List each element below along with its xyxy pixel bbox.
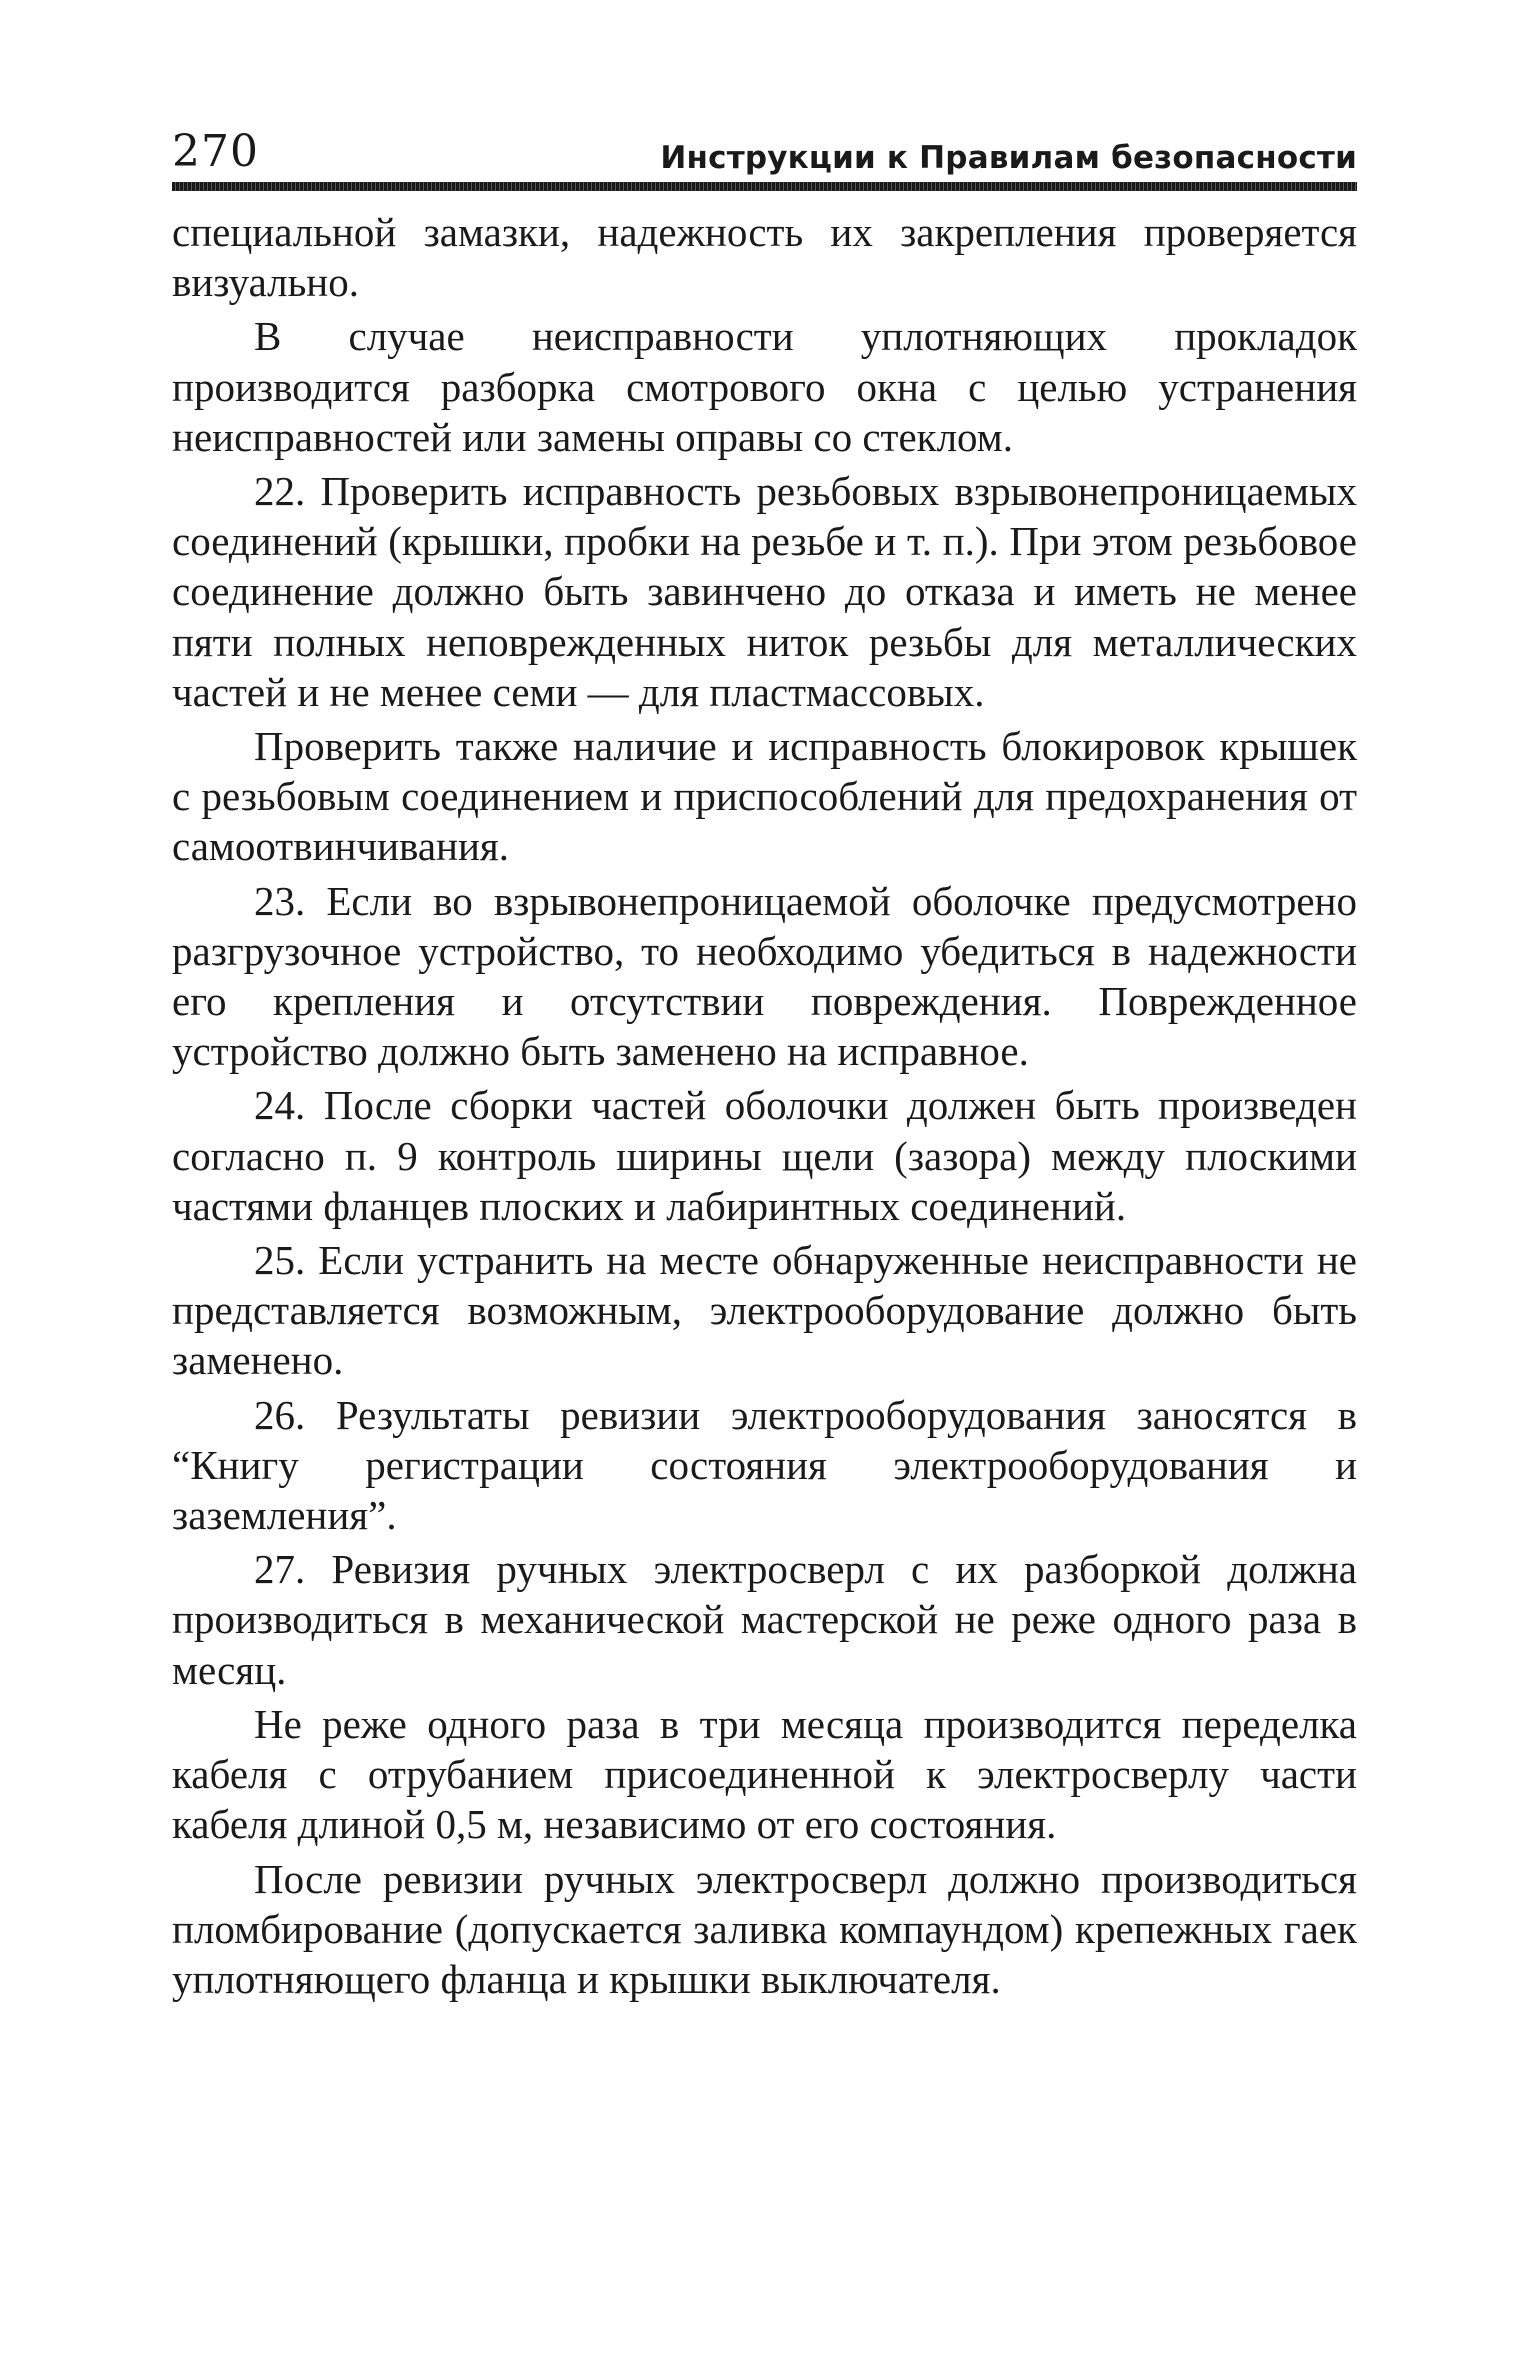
- header-rule: [172, 182, 1357, 191]
- page-number: 270: [172, 126, 259, 177]
- paragraph-item-26: 26. Результаты ревизии электрооборудования заносятся в “Книгу регистрации состояния электрооборудования и заземления”.: [172, 1391, 1357, 1539]
- book-page: [172, 112, 1357, 2008]
- paragraph-continuation: специальной замазки, надежность их закрепления проверяется визуально.: [172, 209, 1357, 306]
- paragraph: В случае неисправности уплотняющих прокладок производится разборка смотрового окна с целью устранения неисправностей или замены оправы со стеклом.: [172, 313, 1357, 460]
- paragraph: Не реже одного раза в три месяца производится переделка кабеля с отрубанием присоединенной к электросверлу части кабеля длиной 0,5 м, независимо от его состояния.: [172, 1700, 1357, 1848]
- paragraph-item-27: 27. Ревизия ручных электросверл с их разборкой должна производиться в механической мастерской не реже одного раза в месяц.: [172, 1546, 1357, 1693]
- body-text: [172, 207, 1357, 2004]
- paragraph-item-25: 25. Если устранить на месте обнаруженные неисправности не представляется возможным, электрооборудование должно быть заменено.: [172, 1237, 1357, 1384]
- paragraph: Проверить также наличие и исправность блокировок крышек с резьбовым соединением и приспособлений для предохранения от самоотвинчивания.: [172, 723, 1357, 870]
- paragraph: После ревизии ручных электросверл должно производиться пломбирование (допускается заливка компаундом) крепежных гаек уплотняющего фланца и крышки выключателя.: [172, 1855, 1357, 2002]
- paragraph-item-24: 24. После сборки частей оболочки должен быть произведен согласно п. 9 контроль ширины щели (зазора) между плоскими частями фланцев плоских и лабиринтных соединений.: [172, 1082, 1357, 1229]
- paragraph-item-22: 22. Проверить исправность резьбовых взрывонепроницаемых соединений (крышки, пробки на резьбе и т. п.). При этом резьбовое соединение должно быть завинчено до отказа и иметь не менее пяти полных неповрежденных ниток резьбы для металлических частей и не менее семи — для пластмассовых.: [172, 468, 1357, 715]
- running-title: Инструкции к Правилам безопасности: [660, 140, 1357, 176]
- paragraph-item-23: 23. Если во взрывонепроницаемой оболочке предусмотрено разгрузочное устройство, то необходимо убедиться в надежности его крепления и отсутствии повреждения. Поврежденное устройство должно быть заменено на исправное.: [172, 877, 1357, 1075]
- page-header: [172, 112, 1357, 177]
